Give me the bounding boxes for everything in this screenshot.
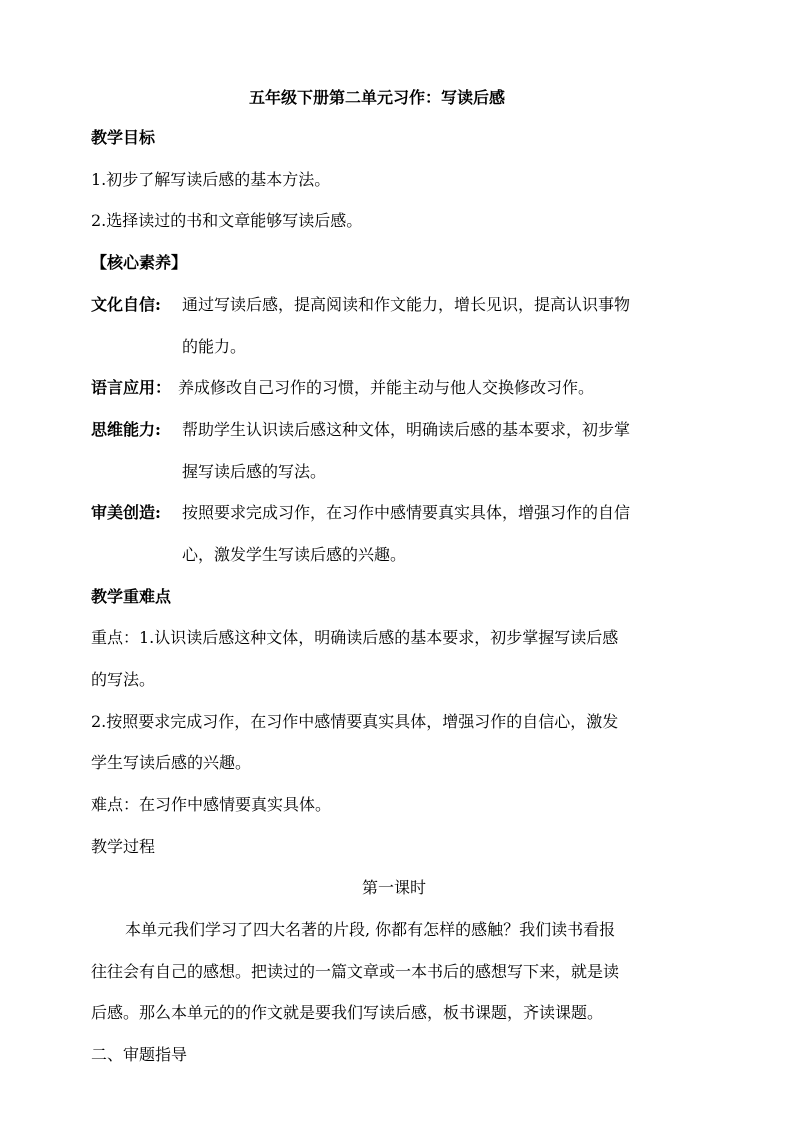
literacy-cont-culture: 的能力。 bbox=[182, 337, 247, 356]
key-point-line: 学生写读后感的兴趣。 bbox=[91, 753, 252, 772]
objective-item: 2.选择读过的书和文章能够写读后感。 bbox=[91, 211, 363, 230]
literacy-label-culture: 文化自信: bbox=[91, 295, 161, 314]
section-heading: 二、审题指导 bbox=[91, 1045, 188, 1064]
key-point-line: 2.按照要求完成习作，在习作中感情要真实具体，增强习作的自信心，激发 bbox=[91, 712, 619, 731]
literacy-label-aesthetic: 审美创造: bbox=[91, 503, 161, 522]
literacy-text-culture: 通过写读后感，提高阅读和作文能力，增长见识，提高认识事物 bbox=[182, 295, 631, 314]
literacy-cont-thinking: 握写读后感的写法。 bbox=[182, 462, 327, 481]
literacy-text-thinking: 帮助学生认识读后感这种文体，明确读后感的基本要求，初步掌 bbox=[182, 420, 631, 439]
objective-item: 1.初步了解写读后感的基本方法。 bbox=[91, 170, 331, 189]
key-point-line: 重点：1.认识读后感这种文体，明确读后感的基本要求，初步掌握写读后感 bbox=[91, 628, 619, 647]
key-point-line: 难点：在习作中感情要真实具体。 bbox=[91, 795, 332, 814]
core-literacy-heading: 【核心素养】 bbox=[91, 253, 188, 272]
key-points-heading: 教学重难点 bbox=[91, 587, 172, 606]
literacy-label-thinking: 思维能力: bbox=[91, 420, 161, 439]
paragraph-line: 本单元我们学习了四大名著的片段, 你都有怎样的感触？我们读书看报 bbox=[125, 920, 616, 939]
key-point-line: 的写法。 bbox=[91, 670, 156, 689]
literacy-text-aesthetic: 按照要求完成习作，在习作中感情要真实具体，增强习作的自信 bbox=[182, 503, 631, 522]
paragraph-line: 往往会有自己的感想。把读过的一篇文章或一本书后的感想写下来，就是读 bbox=[91, 962, 620, 981]
lesson-title: 第一课时 bbox=[362, 878, 427, 897]
objectives-heading: 教学目标 bbox=[91, 128, 156, 147]
paragraph-line: 后感。那么本单元的的作文就是要我们写读后感，板书课题，齐读课题。 bbox=[91, 1003, 604, 1022]
literacy-cont-aesthetic: 心，激发学生写读后感的兴趣。 bbox=[182, 545, 407, 564]
literacy-text-language: 养成修改自己习作的习惯，并能主动与他人交换修改习作。 bbox=[178, 378, 595, 397]
document-title: 五年级下册第二单元习作：写读后感 bbox=[249, 88, 506, 107]
literacy-label-language: 语言应用： bbox=[91, 378, 172, 397]
process-heading: 教学过程 bbox=[91, 837, 156, 856]
